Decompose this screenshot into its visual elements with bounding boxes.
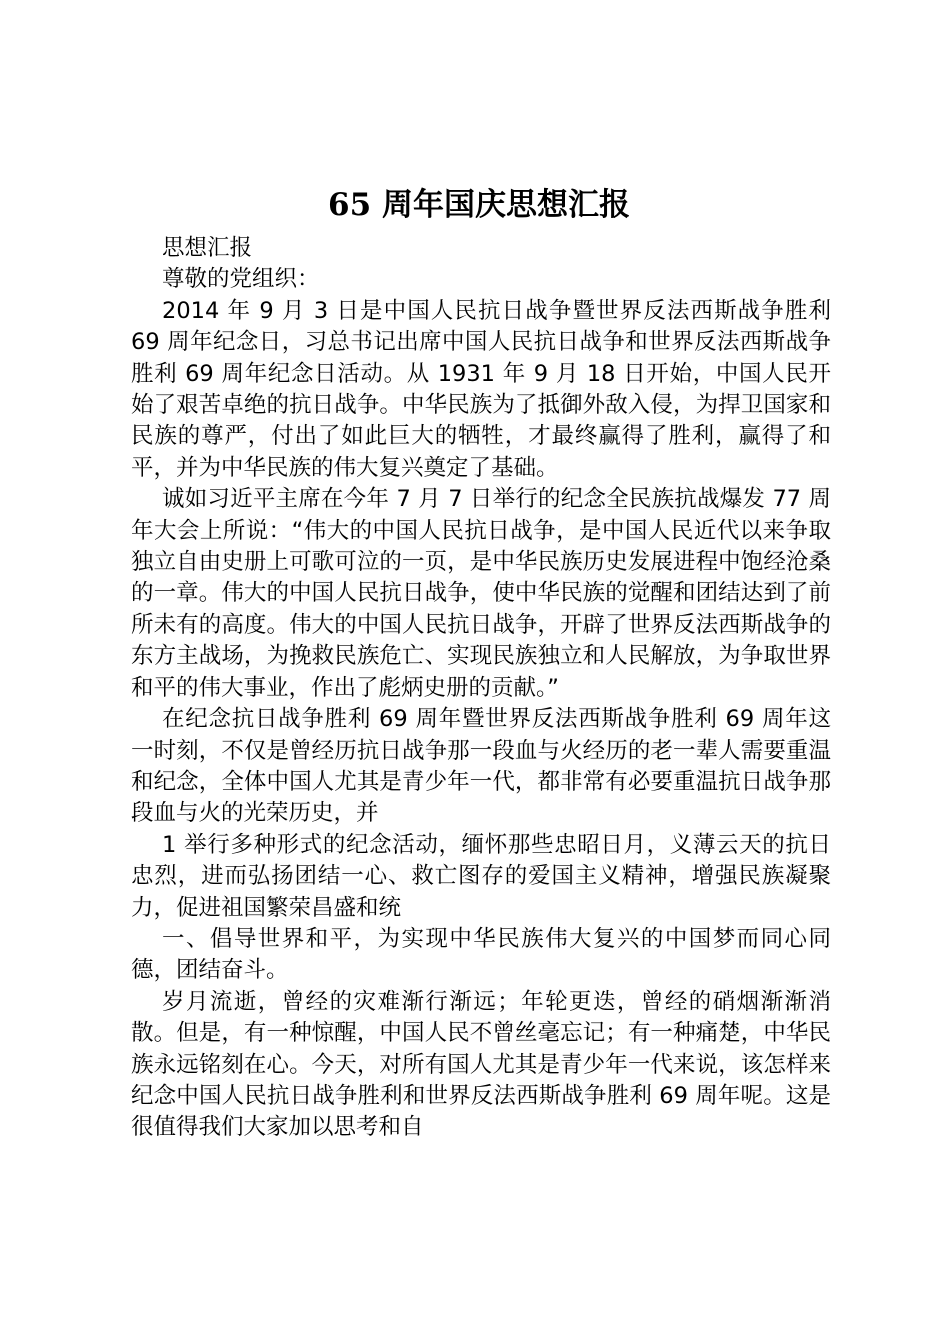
document-title: 65 周年国庆思想汇报 (328, 187, 630, 223)
paragraph: 在纪念抗日战争胜利 69 周年暨世界反法西斯战争胜利 69 周年这一时刻，不仅是曾经历抗日战争那一段血与火经历的老一辈人需要重温和纪念，全体中国人尤其是青少年一代，都非常有必要重温抗日战争那段血与火的光荣历史，并 (131, 706, 831, 827)
section-heading: 一、倡导世界和平，为实现中华民族伟大复兴的中国梦而同心同德，团结奋斗。 (131, 925, 831, 984)
paragraph: 1 举行多种形式的纪念活动，缅怀那些忠昭日月，义薄云天的抗日忠烈，进而弘扬团结一心、救亡图存的爱国主义精神，增强民族凝聚力，促进祖国繁荣昌盛和统 (131, 831, 831, 921)
paragraph: 岁月流逝，曾经的灾难渐行渐远；年轮更迭，曾经的硝烟渐渐消散。但是，有一种惊醒，中国人民不曾丝毫忘记；有一种痛楚，中华民族永远铭刻在心。今天，对所有国人尤其是青少年一代来说，该怎样来纪念中国人民抗日战争胜利和世界反法西斯战争胜利 69 周年呢。这是很值得我们大家加以思考和自 (131, 988, 831, 1141)
paragraph: 诚如习近平主席在今年 7 月 7 日举行的纪念全民族抗战爆发 77 周年大会上所说：“伟大的中国人民抗日战争，是中国人民近代以来争取独立自由史册上可歌可泣的一页，是中华民族历史发展进程中饱经沧桑的一章。伟大的中国人民抗日战争，使中华民族的觉醒和团结达到了前所未有的高度。伟大的中国人民抗日战争，开辟了世界反法西斯战争的东方主战场，为挽救民族危亡、实现民族独立和人民解放，为争取世界和平的伟大事业，作出了彪炳史册的贡献。” (131, 486, 831, 701)
salutation: 尊敬的党组织： (162, 266, 320, 293)
salutation-heading: 思想汇报 (162, 235, 253, 261)
document-body (131, 233, 831, 1144)
paragraph: 2014 年 9 月 3 日是中国人民抗日战争暨世界反法西斯战争胜利 69 周年纪念日，习总书记出席中国人民抗日战争和世界反法西斯战争胜利 69 周年纪念日活动。从 1931 年 9 月 18 日开始，中国人民开始了艰苦卓绝的抗日战争。中华民族为了抵御外敌入侵，为捍卫国家和民族的尊严，付出了如此巨大的牺牲，才最终赢得了胜利，赢得了和平，并为中华民族的伟大复兴奠定了基础。 (131, 297, 831, 481)
